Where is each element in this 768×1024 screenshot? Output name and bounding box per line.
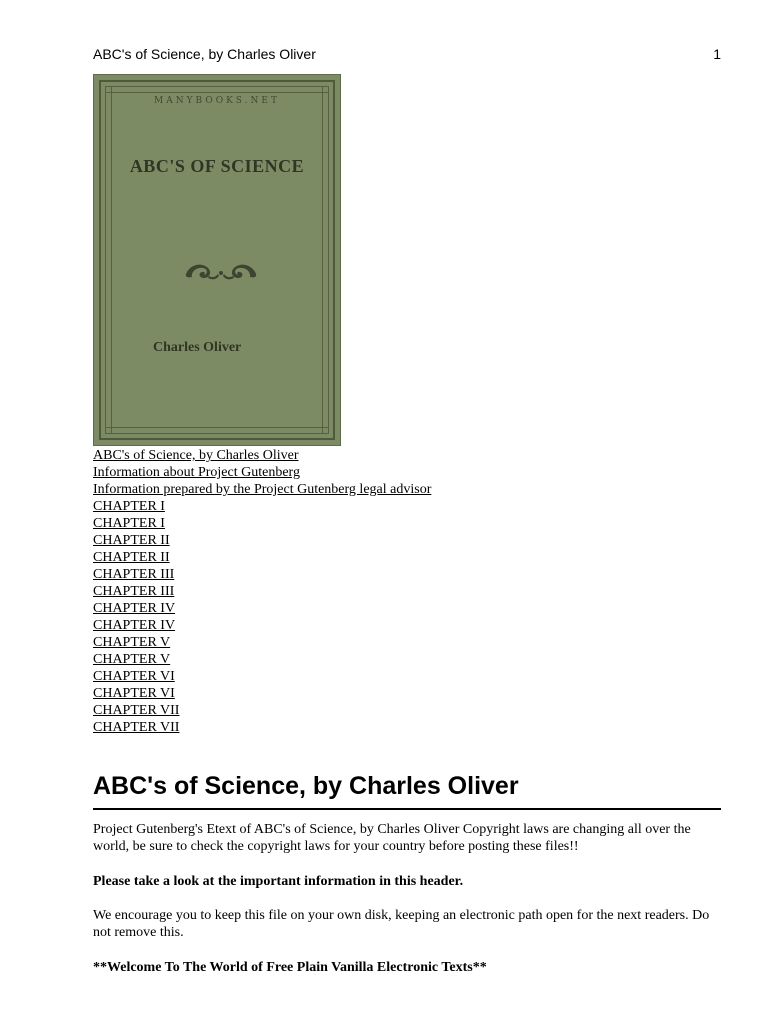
toc-link-chapter[interactable]: CHAPTER I xyxy=(93,499,165,514)
toc-item xyxy=(93,447,431,464)
toc-item xyxy=(93,634,431,651)
running-header xyxy=(93,46,721,66)
document-heading: ABC's of Science, by Charles Oliver xyxy=(93,772,519,800)
toc-link-chapter[interactable]: CHAPTER V xyxy=(93,652,171,667)
toc-item xyxy=(93,515,431,532)
heading-divider xyxy=(93,808,721,810)
table-of-contents xyxy=(93,447,431,736)
cover-border-line xyxy=(105,92,329,93)
toc-link-chapter[interactable]: CHAPTER I xyxy=(93,516,165,531)
toc-item xyxy=(93,498,431,515)
book-cover-image xyxy=(93,74,341,446)
toc-link-title[interactable]: ABC's of Science, by Charles Oliver xyxy=(93,448,299,463)
toc-item xyxy=(93,566,431,583)
intro-paragraph: Project Gutenberg's Etext of ABC's of Science, by Charles Oliver Copyright laws are changing all over the world, be sure to check the copyright laws for your country before posting these files!! xyxy=(93,822,691,854)
running-header-title: ABC's of Science, by Charles Oliver xyxy=(93,46,316,62)
toc-item xyxy=(93,617,431,634)
toc-item xyxy=(93,583,431,600)
toc-link-chapter[interactable]: CHAPTER III xyxy=(93,567,175,582)
toc-item xyxy=(93,651,431,668)
toc-link-chapter[interactable]: CHAPTER VII xyxy=(93,720,180,735)
cover-author: Charles Oliver xyxy=(153,340,242,355)
welcome-paragraph: **Welcome To The World of Free Plain Vanilla Electronic Texts** xyxy=(93,960,487,975)
toc-link-legal-advisor[interactable]: Information prepared by the Project Gutenberg legal advisor xyxy=(93,482,432,497)
cover-border-line xyxy=(105,427,329,428)
toc-link-chapter[interactable]: CHAPTER III xyxy=(93,584,175,599)
toc-item xyxy=(93,702,431,719)
toc-link-chapter[interactable]: CHAPTER VI xyxy=(93,686,175,701)
toc-link-chapter[interactable]: CHAPTER VII xyxy=(93,703,180,718)
cover-border-line xyxy=(111,86,112,434)
toc-item xyxy=(93,532,431,549)
toc-item xyxy=(93,549,431,566)
cover-title: ABC'S OF SCIENCE xyxy=(129,156,305,176)
toc-link-chapter[interactable]: CHAPTER IV xyxy=(93,618,176,633)
toc-link-gutenberg-info[interactable]: Information about Project Gutenberg xyxy=(93,465,300,480)
toc-item xyxy=(93,481,431,498)
toc-link-chapter[interactable]: CHAPTER V xyxy=(93,635,171,650)
toc-item xyxy=(93,600,431,617)
toc-item xyxy=(93,719,431,736)
toc-link-chapter[interactable]: CHAPTER IV xyxy=(93,601,176,616)
toc-link-chapter[interactable]: CHAPTER VI xyxy=(93,669,175,684)
cover-border-line xyxy=(322,86,323,434)
page-number: 1 xyxy=(713,46,721,62)
toc-item xyxy=(93,685,431,702)
notice-paragraph: Please take a look at the important information in this header. xyxy=(93,874,464,889)
cover-brand: MANYBOOKS.NET xyxy=(154,96,280,106)
toc-item xyxy=(93,464,431,481)
encourage-paragraph: We encourage you to keep this file on your own disk, keeping an electronic path open for the next readers. Do not remove this. xyxy=(93,908,710,940)
floral-ornament-icon xyxy=(182,260,260,284)
toc-link-chapter[interactable]: CHAPTER II xyxy=(93,533,170,548)
toc-item xyxy=(93,668,431,685)
toc-link-chapter[interactable]: CHAPTER II xyxy=(93,550,170,565)
